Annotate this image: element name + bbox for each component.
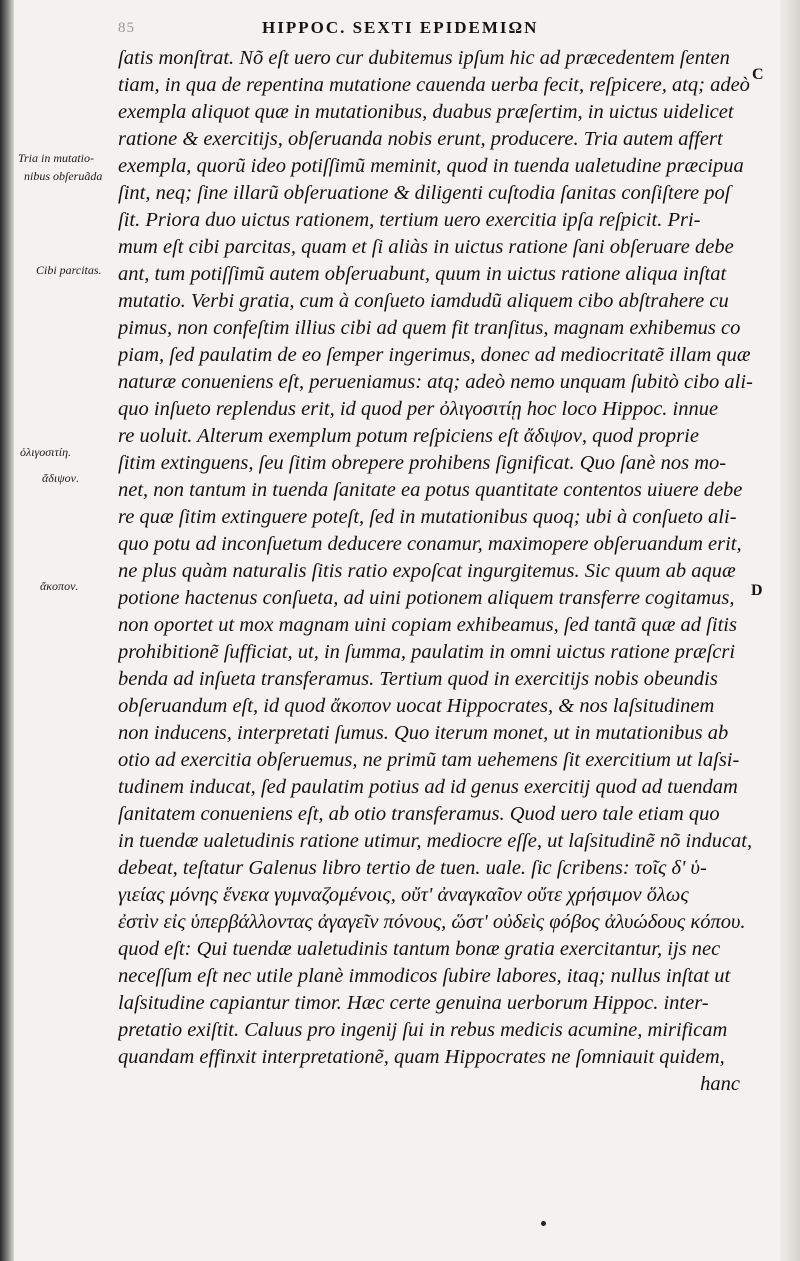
text-line: benda ad inſueta transferamus. Tertium quod in exercitijs nobis obeundis xyxy=(118,668,718,690)
text-line: re quæ ſitim extinguere poteſt, ſed in mutationibus quoq; ubi à conſueto ali- xyxy=(118,506,737,528)
text-line: tudinem inducat, ſed paulatim potius ad id genus exercitij quod ad tuendam xyxy=(118,776,738,798)
text-line: ſit. Priora duo uictus rationem, tertium uero exercitia ipſa reſpicit. Pri- xyxy=(118,209,701,231)
margin-note-akopon: ἄκοπον. xyxy=(40,579,79,593)
text-line: otio ad exercitia obſeruemus, ne primũ tam uehemens ſit exercitium ut laſsi- xyxy=(118,749,740,771)
text-line: pretatio exiſtit. Caluus pro ingenij ſui in rebus medicis acumine, mirificam xyxy=(118,1019,728,1041)
section-letter-d: D xyxy=(751,582,763,599)
ink-fleck xyxy=(541,1221,546,1226)
text-line: debeat, teſtatur Galenus libro tertio de tuen. uale. ſic ſcribens: τοῖς δ' ὑ- xyxy=(118,857,707,879)
text-line: mutatio. Verbi gratia, cum à conſueto iamdudũ aliquem cibo abſtrahere cu xyxy=(118,290,729,312)
text-line: potione hactenus conſueta, ad uini potionem aliquem transferre cogitamus, xyxy=(118,587,735,609)
margin-note-tria-cont: nibus obſeruãda xyxy=(24,169,103,183)
text-line: ſanitatem conueniens eſt, ab otio transferamus. Quod uero tale etiam quo xyxy=(118,803,720,825)
text-line: laſsitudine capiantur timor. Hæc certe genuina uerborum Hippoc. inter- xyxy=(118,992,709,1014)
text-line: pimus, non confeſtim illius cibi ad quem fit tranſitus, magnam exhibemus co xyxy=(118,317,741,339)
text-line: quo inſueto replendus erit, id quod per ὀλιγοσιτίῃ hoc loco Hippoc. innue xyxy=(118,398,719,420)
text-line: mum eſt cibi parcitas, quam et ſi aliàs in uictus ratione ſani obſeruare debe xyxy=(118,236,734,258)
text-line: re uoluit. Alterum exemplum potum reſpiciens eſt ἄδιψον, quod proprie xyxy=(118,425,699,447)
text-line: obſeruandum eſt, id quod ἄκοπον uocat Hippocrates, & nos laſsitudinem xyxy=(118,695,715,717)
greek-quote-line: γιείας μόνης ἕνεκα γυμναζομένοις, οὔτ' ἀναγκαῖον οὔτε χρήσιμον ὅλως xyxy=(118,884,689,906)
running-title: HIPPOC. SEXTI EPIDEMIΩN xyxy=(262,18,539,37)
text-line: quo potu ad inconſuetum deducere conamur, maximopere obſeruandum erit, xyxy=(118,533,742,555)
text-line: ratione & exercitijs, obſeruanda nobis erunt, producere. Tria autem affert xyxy=(118,128,723,150)
text-line: quandam effinxit interpretationẽ, quam Hippocrates ne ſomniauit quidem, xyxy=(118,1046,725,1068)
text-line: ne plus quàm naturalis ſitis ratio expoſcat ingurgitemus. Sic quum ab aquæ xyxy=(118,560,736,582)
folio-number: 85 xyxy=(118,20,135,36)
text-line: ſitim extinguens, ſeu ſitim obrepere prohibens ſignificat. Quo ſanè nos mo- xyxy=(118,452,727,474)
text-line: naturæ conueniens eſt, perueniamus: atq; adeò nemo unquam ſubitò cibo ali- xyxy=(118,371,753,393)
page-binding-shadow xyxy=(0,0,14,1261)
text-line: ſint, neq; ſine illarũ obſeruatione & diligenti cuſtodia ſanitas conſiſtere poſ xyxy=(118,182,731,204)
margin-note-oligositie: ὀλιγοσιτίη. xyxy=(20,445,72,459)
text-line: exempla aliquot quæ in mutationibus, duabus præſertim, in uictus uidelicet xyxy=(118,101,734,123)
text-line: ſatis monſtrat. Nõ eſt uero cur dubitemus ipſum hic ad præcedentem ſenten xyxy=(118,47,730,69)
text-line: non inducens, interpretati ſumus. Quo iterum monet, ut in mutationibus ab xyxy=(118,722,729,744)
greek-quote-line: ἐστὶν εἰς ὑπερβάλλοντας ἀγαγεῖν πόνους, ὥστ' οὐδεὶς φόβος ἀλυώδους κόπου. xyxy=(118,911,746,933)
text-line: net, non tantum in tuenda ſanitate ea potus quantitate contentos uiuere debe xyxy=(118,479,743,501)
text-line: piam, ſed paulatim de eo ſemper ingerimus, donec ad mediocritatẽ illam quæ xyxy=(118,344,751,366)
section-letter-c: C xyxy=(752,66,764,83)
margin-note-cibi-parcitas: Cibi parcitas. xyxy=(36,263,102,277)
page-edge xyxy=(780,0,800,1261)
text-line: neceſſum eſt nec utile planè immodicos ſubire labores, itaq; nullus inſtat ut xyxy=(118,965,731,987)
margin-note-adipson: ἄδιψον. xyxy=(42,471,79,485)
text-line: in tuendæ ualetudinis ratione utimur, mediocre eſſe, ut laſsitudinẽ nõ inducat, xyxy=(118,830,753,852)
main-text-block xyxy=(118,45,758,1098)
catchword: hanc xyxy=(700,1073,740,1095)
text-line: tiam, in qua de repentina mutatione cauenda uerba fecit, reſpicere, atq; adeò xyxy=(118,74,750,96)
text-line: quod eſt: Qui tuendæ ualetudinis tantum bonæ gratia exercitantur, ijs nec xyxy=(118,938,721,960)
text-line: prohibitionẽ ſufficiat, ut, in ſumma, paulatim in omni uictus ratione præſcri xyxy=(118,641,736,663)
margin-note-tria: Tria in mutatio- xyxy=(18,151,95,165)
text-line: ant, tum potiſſimũ autem obſeruabunt, quum in uictus ratione aliqua inſtat xyxy=(118,263,727,285)
text-line: exempla, quorũ ideo potiſſimũ meminit, quod in tuenda ualetudine præcipua xyxy=(118,155,744,177)
text-line: non oportet ut mox magnam uini copiam exhibeamus, ſed tantã quæ ad ſitis xyxy=(118,614,737,636)
